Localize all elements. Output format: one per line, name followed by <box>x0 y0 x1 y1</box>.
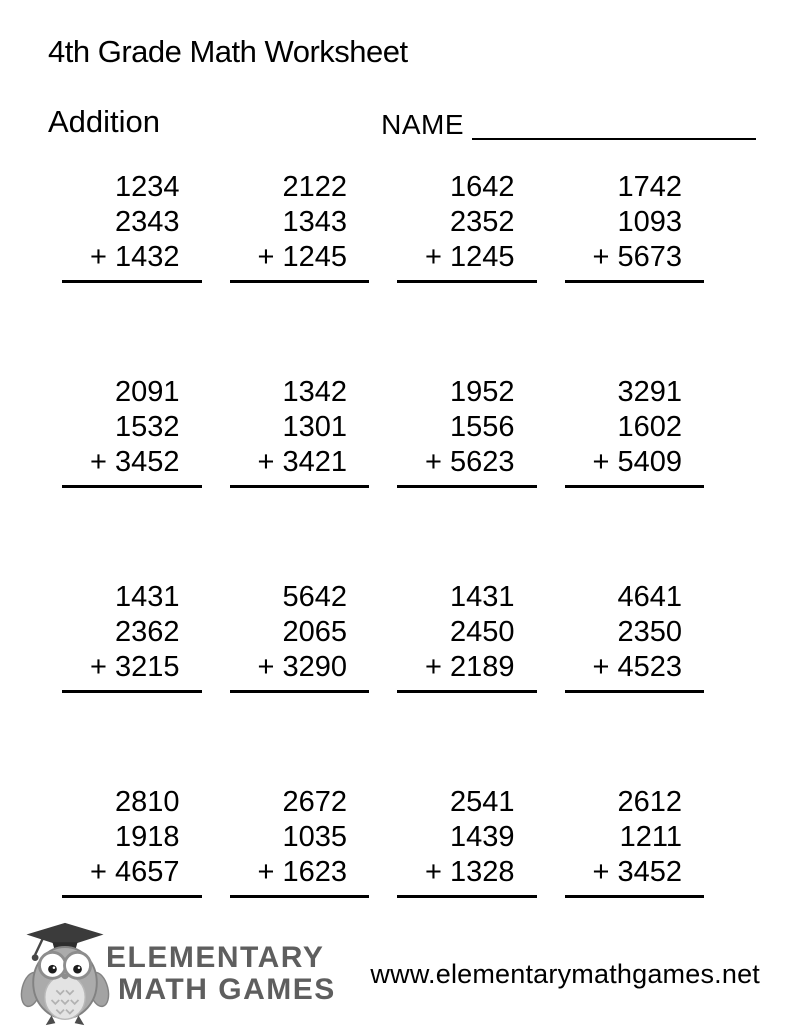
subhead-row <box>48 102 752 140</box>
addition-problem <box>62 580 202 693</box>
answer-line[interactable] <box>62 240 202 283</box>
addition-problem <box>397 580 537 693</box>
addend-1: 1642 <box>449 171 515 203</box>
addend-1: 1742 <box>617 171 682 203</box>
addend-3: 1432 <box>114 241 180 273</box>
plus-operator: + <box>257 856 275 888</box>
plus-operator: + <box>257 241 275 273</box>
addend-2: 2362 <box>114 616 180 648</box>
addend-3: 4523 <box>617 651 682 683</box>
addend-3: 1245 <box>282 241 347 273</box>
addition-problem <box>565 785 705 898</box>
addend-1: 2091 <box>114 376 180 408</box>
answer-line[interactable] <box>397 855 537 898</box>
addend-1: 2122 <box>282 171 347 203</box>
addend-2: 1093 <box>617 206 682 238</box>
addend-1: 2810 <box>114 786 180 818</box>
answer-line[interactable] <box>565 650 705 693</box>
addend-2: 1556 <box>449 411 515 443</box>
plus-operator: + <box>257 651 275 683</box>
addend-3: 3290 <box>282 651 347 683</box>
plus-operator: + <box>90 651 107 683</box>
addend-1: 1342 <box>282 376 347 408</box>
addend-1: 3291 <box>617 376 682 408</box>
answer-line[interactable] <box>62 650 202 693</box>
addend-1: 2612 <box>617 786 682 818</box>
addend-1: 1952 <box>449 376 515 408</box>
name-area <box>381 110 756 140</box>
addend-2: 2343 <box>114 206 180 238</box>
answer-line[interactable] <box>230 240 370 283</box>
answer-line[interactable] <box>397 240 537 283</box>
plus-operator: + <box>425 856 442 888</box>
addend-2: 2065 <box>282 616 347 648</box>
plus-operator: + <box>257 446 275 478</box>
addend-2: 1301 <box>282 411 347 443</box>
addend-2: 1343 <box>282 206 347 238</box>
addend-2: 2450 <box>449 616 515 648</box>
plus-operator: + <box>90 856 107 888</box>
addend-2: 1211 <box>619 821 682 853</box>
addend-2: 2352 <box>449 206 515 238</box>
plus-operator: + <box>425 446 442 478</box>
answer-line[interactable] <box>230 445 370 488</box>
addend-3: 1328 <box>449 856 515 888</box>
plus-operator: + <box>592 241 610 273</box>
plus-operator: + <box>425 241 442 273</box>
logo-line-2: MATH GAMES <box>118 973 336 1006</box>
addend-1: 1234 <box>114 171 180 203</box>
addition-problem <box>62 170 202 283</box>
addend-2: 1035 <box>282 821 347 853</box>
site-logo-text <box>106 942 336 1006</box>
addend-1: 4641 <box>617 581 682 613</box>
addend-2: 1532 <box>114 411 180 443</box>
addend-2: 1918 <box>114 821 180 853</box>
addition-problem <box>62 785 202 898</box>
addend-3: 5409 <box>617 446 682 478</box>
site-url: www.elementarymathgames.net <box>370 958 760 989</box>
answer-line[interactable] <box>565 855 705 898</box>
answer-line[interactable] <box>62 855 202 898</box>
addend-3: 5623 <box>449 446 515 478</box>
name-label: NAME <box>381 109 464 140</box>
addend-1: 5642 <box>282 581 347 613</box>
addition-problem <box>230 580 370 693</box>
answer-line[interactable] <box>397 650 537 693</box>
addition-problem <box>230 375 370 488</box>
plus-operator: + <box>592 651 610 683</box>
addend-3: 3452 <box>617 856 682 888</box>
addend-3: 4657 <box>114 856 180 888</box>
addend-3: 5673 <box>617 241 682 273</box>
answer-line[interactable] <box>565 445 705 488</box>
owl-graduation-cap-icon <box>14 921 116 1027</box>
plus-operator: + <box>592 446 610 478</box>
answer-line[interactable] <box>230 650 370 693</box>
addition-problem <box>397 375 537 488</box>
addend-1: 2672 <box>282 786 347 818</box>
plus-operator: + <box>592 856 610 888</box>
addition-problem <box>565 170 705 283</box>
plus-operator: + <box>90 241 107 273</box>
addition-problem <box>565 580 705 693</box>
addend-3: 3452 <box>114 446 180 478</box>
answer-line[interactable] <box>62 445 202 488</box>
footer <box>14 919 800 1029</box>
addend-1: 2541 <box>449 786 515 818</box>
plus-operator: + <box>425 651 442 683</box>
addend-3: 2189 <box>449 651 515 683</box>
addend-2: 1602 <box>617 411 682 443</box>
worksheet-topic: Addition <box>48 104 161 139</box>
addend-3: 3215 <box>114 651 180 683</box>
addend-3: 3421 <box>282 446 347 478</box>
answer-line[interactable] <box>230 855 370 898</box>
addition-problem <box>397 785 537 898</box>
addition-problem <box>565 375 705 488</box>
page-title: 4th Grade Math Worksheet <box>48 34 408 69</box>
logo-line-1: ELEMENTARY <box>106 941 325 974</box>
addition-problem <box>230 785 370 898</box>
name-blank-line[interactable] <box>472 110 756 140</box>
plus-operator: + <box>90 446 107 478</box>
addend-2: 2350 <box>617 616 682 648</box>
addition-problem <box>62 375 202 488</box>
worksheet-header <box>0 0 800 140</box>
answer-line[interactable] <box>397 445 537 488</box>
problems-grid <box>62 170 704 898</box>
addition-problem <box>397 170 537 283</box>
addend-2: 1439 <box>449 821 515 853</box>
answer-line[interactable] <box>565 240 705 283</box>
addend-1: 1431 <box>449 581 515 613</box>
addition-problem <box>230 170 370 283</box>
addend-3: 1623 <box>282 856 347 888</box>
addend-1: 1431 <box>114 581 180 613</box>
addend-3: 1245 <box>449 241 515 273</box>
